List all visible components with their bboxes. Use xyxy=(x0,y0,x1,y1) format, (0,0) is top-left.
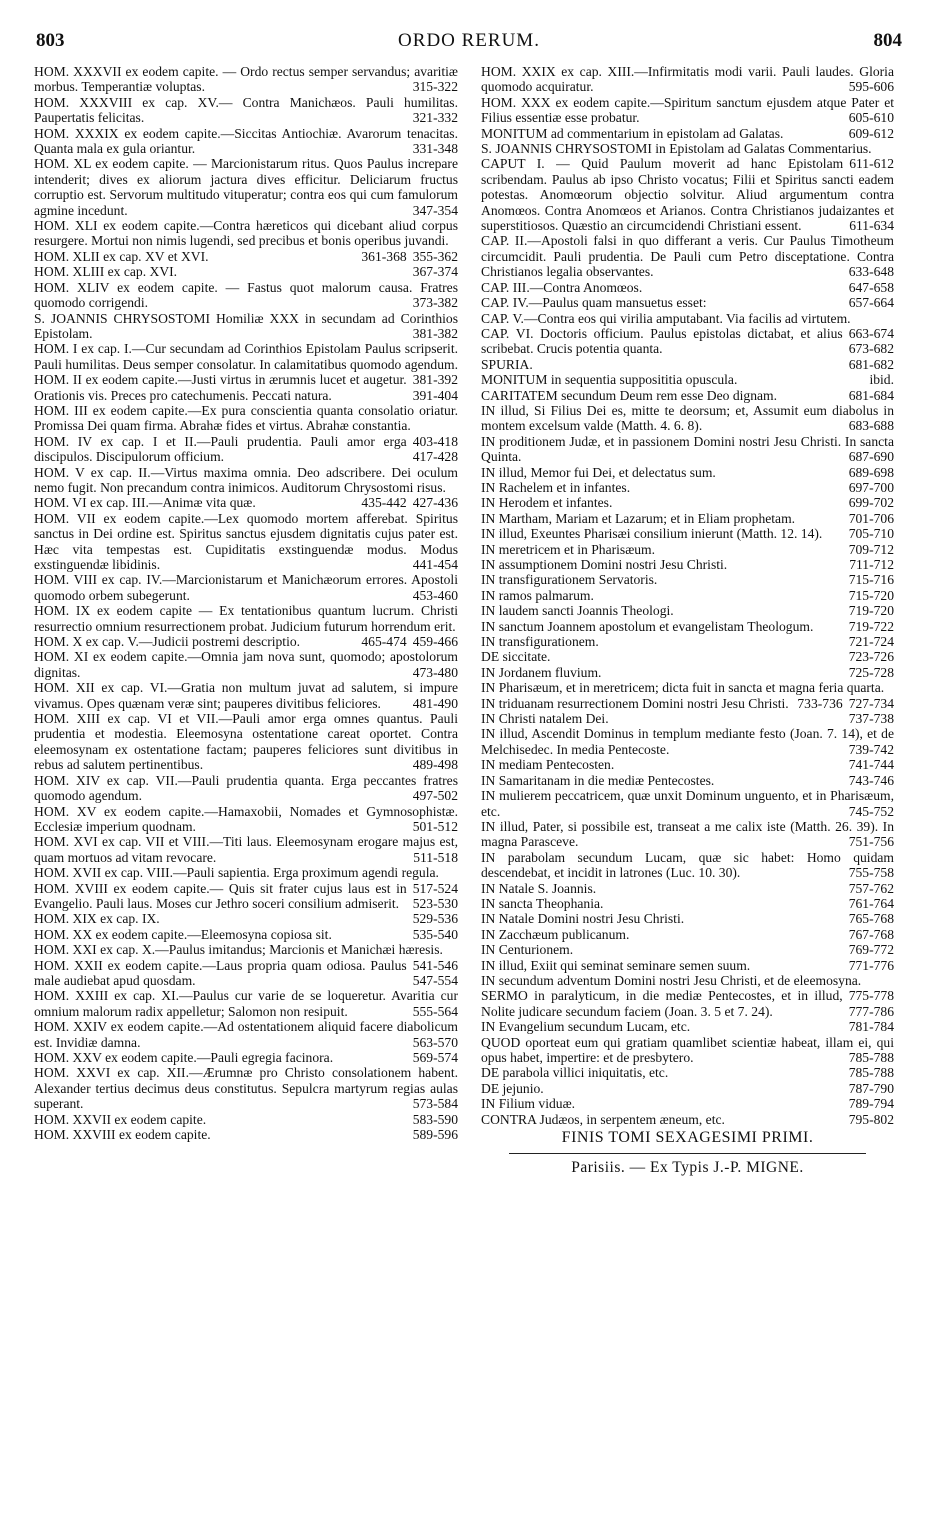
toc-entry-pages: ibid. xyxy=(869,372,894,388)
toc-entry xyxy=(481,156,894,233)
toc-entry-pages: 391-404 xyxy=(412,387,458,403)
toc-entry xyxy=(481,603,894,618)
toc-entry xyxy=(34,572,458,603)
toc-entry xyxy=(481,588,894,603)
toc-entry-pages: 681-684 xyxy=(848,387,894,403)
toc-entry-text: HOM. XV ex eodem capite.—Hamaxobii, Nomades et Gymnosophistæ. Ecclesiæ imperium quodnam. xyxy=(34,803,458,834)
toc-entry-text: S. JOANNIS CHRYSOSTOMI in Epistolam ad Galatas Commentarius. xyxy=(481,141,872,157)
toc-entry-text: HOM. XXIV ex eodem capite.—Ad ostentationem aliquid facere diabolicum est. Invidiæ damna. xyxy=(34,1019,458,1050)
toc-entry-text: HOM. XLII ex cap. XV et XVI. xyxy=(34,248,209,264)
toc-entry-pages: 481-490 xyxy=(412,695,458,711)
toc-entry-text: HOM. I ex cap. I.—Cur secundam ad Corinthios Epistolam Paulus scripserit. Pauli humilitas. Deus semper consolatur. In calamitatibus quomodo agendum. xyxy=(34,341,458,372)
toc-entry xyxy=(481,434,894,465)
toc-entry xyxy=(481,357,894,372)
toc-entry xyxy=(481,819,894,850)
toc-entry-pages: 465-474 xyxy=(361,634,407,650)
toc-entry-text: HOM. III ex eodem capite.—Ex pura conscientia quanta consolatio oriatur. Promissa Dei quam firma. Abrahæ fides et virtus. Abrahæ constantia. xyxy=(34,402,458,434)
toc-entry-text: HOM. XX ex eodem capite.—Eleemosyna copiosa sit. xyxy=(34,926,332,942)
toc-entry-text: S. JOANNIS CHRYSOSTOMI Homiliæ XXX in secundam ad Corinthios Epistolam. xyxy=(34,310,458,341)
toc-entry-pages: 777-786 xyxy=(848,1003,894,1019)
toc-entry-pages: 361-368 xyxy=(361,248,407,264)
toc-entry-pages: 757-762 xyxy=(848,880,894,896)
toc-entry xyxy=(481,988,894,1019)
toc-entry xyxy=(481,1081,894,1096)
toc-entry xyxy=(34,958,458,989)
toc-entry-text: IN Filium viduæ. xyxy=(481,1096,576,1112)
right-entries xyxy=(481,64,894,1127)
footer-rule xyxy=(509,1153,866,1154)
toc-entry-text: HOM. XXVI ex cap. XII.—Ærumnæ pro Christo consolationem habent. Alexander tertius decimus deus constitutus. Sepulcra martyrum regias aulas superant. xyxy=(34,1065,458,1112)
toc-entry xyxy=(34,495,458,510)
toc-entry xyxy=(481,1112,894,1127)
toc-entry-pages: 715-720 xyxy=(848,587,894,603)
toc-entry-text: IN mediam Pentecosten. xyxy=(481,757,615,773)
imprint-line: Parisiis. — Ex Typis J.-P. MIGNE. xyxy=(571,1159,804,1177)
toc-entry-text: IN illud, Pater, si possibile est, transeat a me calix iste (Matth. 26. 39). In magna Parasceve. xyxy=(481,818,894,850)
toc-entry-pages: 755-758 xyxy=(848,865,894,881)
toc-entry-pages: 647-658 xyxy=(848,279,894,295)
toc-entry xyxy=(34,649,458,680)
toc-entry-pages: 511-518 xyxy=(413,849,458,865)
toc-entry-pages: 775-778 xyxy=(848,988,894,1004)
toc-entry-text: IN Zacchæum publicanum. xyxy=(481,926,630,942)
toc-entry-pages: 373-382 xyxy=(412,295,458,311)
toc-entry-pages: 529-536 xyxy=(412,911,458,927)
toc-entry xyxy=(34,881,458,912)
toc-entry-text: IN Jordanem fluvium. xyxy=(481,664,602,680)
toc-entry-pages: 765-768 xyxy=(848,911,894,927)
toc-entry-text: HOM. XLIII ex cap. XVI. xyxy=(34,264,178,280)
toc-entry-pages: 589-596 xyxy=(412,1127,458,1143)
toc-entry-text: HOM. XXV ex eodem capite.—Pauli egregia facinora. xyxy=(34,1050,334,1065)
toc-entry-pages: 701-706 xyxy=(848,510,894,526)
toc-entry-text: IN proditionem Judæ, et in passionem Domini nostri Jesu Christi. In sancta Quinta. xyxy=(481,433,894,465)
toc-entry-text: IN sanctum Joannem apostolum et evangelistam Theologum. xyxy=(481,618,814,634)
toc-entry xyxy=(34,834,458,865)
toc-entry-pages: 683-688 xyxy=(848,418,894,434)
toc-entry-pages: 489-498 xyxy=(412,757,458,773)
toc-entry-pages: 611-612 xyxy=(849,156,894,172)
toc-entry-pages: 403-418 xyxy=(412,433,458,449)
toc-entry xyxy=(34,1050,458,1065)
toc-entry-text: HOM. XIII ex cap. VI et VII.—Pauli amor erga omnes quantus. Pauli prudentia et modestia. Eleemosyna ostentatione careat oportet. Contra eleemosynam ex ostentatione factam; pauperes feliciores sunt divitibus in rebus ad salutem pertinentibus. xyxy=(34,711,458,773)
toc-entry xyxy=(481,696,894,711)
toc-entry-text: IN meretricem et in Pharisæum. xyxy=(481,541,656,557)
toc-entry-text: IN laudem sancti Joannis Theologi. xyxy=(481,603,674,619)
toc-entry xyxy=(481,388,894,403)
toc-entry-text: HOM. X ex cap. V.—Judicii postremi descriptio. xyxy=(34,634,301,650)
toc-entry xyxy=(481,295,894,310)
toc-entry-text: IN mulierem peccatricem, quæ unxit Dominum unguento, et in Pharisæum, etc. xyxy=(481,788,894,819)
toc-entry-text: CAP. III.—Contra Anomœos. xyxy=(481,279,643,295)
toc-entry-text: IN illud, Si Filius Dei es, mitte te deorsum; et, Assumit eum diabolus in montem excelsum valde (Matth. 4. 6. 8). xyxy=(481,402,894,434)
toc-entry-pages: 663-674 xyxy=(848,325,894,341)
toc-entry xyxy=(481,95,894,126)
toc-entry xyxy=(481,757,894,772)
toc-entry-text: HOM. XI ex eodem capite.—Omnia jam nova sunt, quomodo; apostolorum dignitas. xyxy=(34,649,458,680)
toc-entry-text: IN illud, Memor fui Dei, et delectatus sum. xyxy=(481,464,716,480)
toc-entry-text: CONTRA Judæos, in serpentem æneum, etc. xyxy=(481,1111,725,1127)
toc-entry-pages: 523-530 xyxy=(412,895,458,911)
toc-entry-text: CAP. VI. Doctoris officium. Paulus epistolas dictabat, et alius scribebat. Crucis potentia quanta. xyxy=(481,325,843,357)
toc-entry-pages: 541-546 xyxy=(412,957,458,973)
toc-entry-pages: 781-784 xyxy=(848,1019,894,1035)
toc-entry-pages: 785-788 xyxy=(848,1050,894,1065)
toc-entry-pages: 381-382 xyxy=(412,325,458,341)
toc-entry-pages: 355-362 xyxy=(412,248,458,264)
toc-entry-text: HOM. XXII ex eodem capite.—Laus propria quam odiosa. Paulus male audiebat apud quosdam. xyxy=(34,957,407,988)
toc-entry xyxy=(481,526,894,541)
toc-entry-pages: 719-722 xyxy=(848,618,894,634)
toc-entry-text: IN transfigurationem Servatoris. xyxy=(481,572,658,588)
toc-entry xyxy=(481,634,894,649)
toc-entry-pages: 745-752 xyxy=(848,803,894,819)
toc-entry-text: QUOD oporteat eum qui gratiam quamlibet scientiæ habeat, illam ei, qui opus habet, impertire: et de presbytero. xyxy=(481,1034,894,1065)
toc-entry xyxy=(481,542,894,557)
toc-entry-pages: 657-664 xyxy=(848,295,894,311)
toc-entry-text: IN Pharisæum, et in meretricem; dicta fuit in sancta et magna feria quarta. xyxy=(481,680,885,696)
toc-entry xyxy=(481,495,894,510)
toc-entry-text: SPURIA. xyxy=(481,356,533,372)
toc-entry-pages: 473-480 xyxy=(412,664,458,680)
toc-entry-text: IN Samaritanam in die mediæ Pentecostes. xyxy=(481,772,715,788)
toc-entry-text: IN Martham, Mariam et Lazarum; et in Eliam prophetam. xyxy=(481,510,796,526)
toc-entry xyxy=(34,372,458,403)
toc-entry-pages: 605-610 xyxy=(848,110,894,126)
toc-entry-text: HOM. XXXVIII ex cap. XV.— Contra Manichæos. Pauli humilitas. Paupertatis felicitas. xyxy=(34,94,458,126)
toc-entry-text: MONITUM ad commentarium in epistolam ad Galatas. xyxy=(481,125,784,141)
toc-entry-text: HOM. XXVII ex eodem capite. xyxy=(34,1111,207,1127)
toc-entry xyxy=(481,572,894,587)
toc-entry-pages: 795-802 xyxy=(848,1111,894,1127)
toc-entry-text: IN sancta Theophania. xyxy=(481,895,604,911)
toc-entry-text: IN triduanam resurrectionem Domini nostri Jesu Christi. xyxy=(481,695,789,711)
toc-entry-text: IN Rachelem et in infantes. xyxy=(481,479,631,495)
toc-entry xyxy=(34,988,458,1019)
toc-entry-pages: 417-428 xyxy=(412,449,458,465)
toc-entry xyxy=(34,126,458,157)
toc-entry-pages: 435-442 xyxy=(361,495,407,511)
toc-entry-text: DE siccitate. xyxy=(481,649,551,665)
toc-entry-text: IN illud, Exeuntes Pharisæi consilium inierunt (Matth. 12. 14). xyxy=(481,526,823,542)
finis-line: FINIS TOMI SEXAGESIMI PRIMI. xyxy=(561,1129,814,1147)
toc-entry xyxy=(34,773,458,804)
toc-entry-text: HOM. XII ex cap. VI.—Gratia non multum juvat ad salutem, si impure vivamus. Opes quænam veræ sint; pauperes divitibus feliciores. xyxy=(34,680,458,711)
toc-entry-pages: 453-460 xyxy=(412,587,458,603)
toc-entry-pages: 705-710 xyxy=(848,526,894,542)
toc-entry-text: HOM. VII ex eodem capite.—Lex quomodo mortem afferebat. Spiritus sanctus in Dei ordine est. Spiritus sanctus ejusdem dignitatis cujus pater est. Hæc vita tempestas est. Cupiditatis exstinguendæ modus. Modus exstinguendæ libidinis. xyxy=(34,510,458,572)
toc-entry-pages: 611-634 xyxy=(849,218,894,234)
toc-entry-pages: 699-702 xyxy=(848,495,894,511)
toc-entry-pages: 751-756 xyxy=(848,834,894,850)
toc-entry-text: HOM. XIV ex cap. VII.—Pauli prudentia quanta. Erga peccantes fratres quomodo agendum. xyxy=(34,772,458,804)
toc-entry-text: HOM. II ex eodem capite.—Justi virtus in ærumnis lucet et augetur. Orationis vis. Preces pro catechumenis. Peccati natura. xyxy=(34,372,407,403)
toc-entry xyxy=(481,126,894,141)
toc-entry xyxy=(34,280,458,311)
toc-entry xyxy=(481,911,894,926)
toc-entry xyxy=(34,634,458,649)
toc-entry-text: HOM. XVIII ex eodem capite.— Quis sit frater cujus laus est in Evangelio. Pauli laus. Moses cur Jethro soceri consilium admiserit. xyxy=(34,880,407,911)
toc-entry-pages: 715-716 xyxy=(848,572,894,588)
toc-entry-pages: 381-392 xyxy=(412,372,458,388)
toc-entry-pages: 497-502 xyxy=(412,788,458,804)
toc-entry xyxy=(481,942,894,957)
left-column xyxy=(34,64,458,1142)
toc-entry xyxy=(481,372,894,387)
page-number-left: 803 xyxy=(36,30,65,51)
toc-entry xyxy=(34,680,458,711)
right-column xyxy=(481,64,894,1176)
toc-entry-pages: 535-540 xyxy=(412,926,458,942)
toc-entry xyxy=(481,326,894,357)
toc-entry xyxy=(34,1065,458,1111)
toc-entry xyxy=(34,249,458,264)
toc-entry-text: HOM. XXIX ex cap. XIII.—Infirmitatis modi varii. Pauli laudes. Gloria quomodo acquiratur. xyxy=(481,64,894,95)
toc-entry-text: SERMO in paralyticum, in die mediæ Pentecostes, et in illud, Nolite judicare secundum faciem (Joan. 3. 5 et 7. 24). xyxy=(481,988,843,1019)
running-header xyxy=(36,30,902,56)
toc-entry-text: IN transfigurationem. xyxy=(481,634,599,650)
toc-entry-pages: 573-584 xyxy=(412,1096,458,1112)
toc-entry-text: CAP. V.—Contra eos qui virilia amputabant. Via facilis ad virtutem. xyxy=(481,310,851,326)
toc-entry xyxy=(34,95,458,126)
toc-entry xyxy=(481,557,894,572)
toc-entry-pages: 739-742 xyxy=(848,741,894,757)
toc-entry-text: IN Herodem et infantes. xyxy=(481,495,613,511)
toc-entry xyxy=(481,1065,894,1080)
toc-entry-text: IN parabolam secundum Lucam, quæ sic habet: Homo quidam descendebat, et incidit in latrones (Luc. 10. 30). xyxy=(481,849,894,881)
toc-entry-pages: 583-590 xyxy=(412,1111,458,1127)
toc-entry xyxy=(34,711,458,773)
toc-entry-pages: 547-554 xyxy=(412,972,458,988)
toc-entry-pages: 737-738 xyxy=(848,711,894,727)
toc-entry xyxy=(481,64,894,95)
toc-entry xyxy=(481,1096,894,1111)
toc-entry-text: HOM. XVII ex cap. VIII.—Pauli sapientia. Erga proximum agendi regula. xyxy=(34,865,439,881)
toc-entry xyxy=(34,927,458,942)
toc-entry-pages: 743-746 xyxy=(848,772,894,788)
toc-entry-pages: 725-728 xyxy=(848,664,894,680)
toc-entry-text: HOM. VIII ex cap. IV.—Marcionistarum et Manichæorum errores. Apostoli quomodo orbem subegerunt. xyxy=(34,572,458,603)
toc-entry-text: DE parabola villici iniquitatis, etc. xyxy=(481,1065,669,1081)
toc-entry-pages: 609-612 xyxy=(848,125,894,141)
toc-entry-text: HOM. IX ex eodem capite — Ex tentationibus quantum lucrum. Christi resurrectio omnium resurrectionem probat. Judicium futurum horrendum erit. xyxy=(34,603,458,634)
toc-entry xyxy=(34,64,458,95)
toc-entry-text: IN ramos palmarum. xyxy=(481,587,594,603)
toc-entry xyxy=(481,511,894,526)
toc-entry-text: HOM. IV ex cap. I et II.—Pauli prudentia. Pauli amor erga discipulos. Discipulorum officium. xyxy=(34,433,407,465)
toc-entry-pages: 721-724 xyxy=(848,634,894,650)
toc-entry-text: HOM. XXX ex eodem capite.—Spiritum sanctum ejusdem atque Pater et Filius essentiæ esse probatur. xyxy=(481,94,894,126)
toc-entry-pages: 709-712 xyxy=(848,541,894,557)
toc-entry-pages: 787-790 xyxy=(848,1080,894,1096)
toc-entry-text: HOM. VI ex cap. III.—Animæ vita quæ. xyxy=(34,495,256,511)
toc-entry xyxy=(481,280,894,295)
toc-entry xyxy=(34,1127,458,1142)
toc-entry-pages: 441-454 xyxy=(412,557,458,572)
toc-entry xyxy=(481,711,894,726)
toc-entry-pages: 569-574 xyxy=(412,1050,458,1065)
toc-entry-pages: 771-776 xyxy=(848,957,894,973)
toc-entry-text: IN secundum adventum Domini nostri Jesu Christi, et de eleemosyna. xyxy=(481,972,862,988)
toc-entry xyxy=(34,911,458,926)
toc-entry-text: HOM. XL ex eodem capite. — Marcionistarum ritus. Quos Paulus increpare intenderit; dives ex aliorum jactura dives efficitur. Deliciarum fructus corruptio est. Servorum multitudo vituperatur; contra eos qui cum famulorum agmine incedunt. xyxy=(34,156,458,218)
toc-entry-text: IN assumptionem Domini nostri Jesu Christi. xyxy=(481,557,728,572)
toc-entry-pages: 563-570 xyxy=(412,1034,458,1050)
toc-entry-pages: 555-564 xyxy=(412,1003,458,1019)
toc-entry-pages: 673-682 xyxy=(848,341,894,357)
toc-entry-pages: 697-700 xyxy=(848,479,894,495)
toc-entry-text: CAPUT I. — Quid Paulum moverit ad hanc Epistolam scribendam. Paulus ab ipso Christo vocatus; Filii et Spiritus sancti eadem potestas. Anomœorum objectio solvitur. Aliud argumentum contra Anomœos. Contra Anomœos et Arianos. Contra Christianos judaizantes et superstitiosos. Quæstio an circumcidendi Christiani essent. xyxy=(481,156,894,234)
toc-entry-text: HOM. XXI ex cap. X.—Paulus imitandus; Marcionis et Manichæi hæresis. xyxy=(34,942,443,958)
toc-entry-text: IN Centurionem. xyxy=(481,942,574,958)
toc-entry xyxy=(481,958,894,973)
toc-entry xyxy=(481,480,894,495)
toc-entry-text: CAP. II.—Apostoli falsi in quo differant a veris. Cur Paulus Timotheum circumcidit. Pauli prudentia. De Pauli cum Petro disceptatione. Contra Christianos legalia observantes. xyxy=(481,233,894,280)
toc-entry xyxy=(34,1019,458,1050)
toc-entry-pages: 723-726 xyxy=(848,649,894,665)
toc-entry-text: HOM. XXXIX ex eodem capite.—Siccitas Antiochiæ. Avarorum tenacitas. Quanta mala ex gula oriantur. xyxy=(34,125,458,157)
toc-entry-pages: 761-764 xyxy=(848,895,894,911)
toc-entry-pages: 689-698 xyxy=(848,464,894,480)
toc-entry xyxy=(481,773,894,788)
toc-entry xyxy=(34,1112,458,1127)
toc-entry-pages: 767-768 xyxy=(848,926,894,942)
page-number-right: 804 xyxy=(873,30,902,51)
toc-entry xyxy=(481,1019,894,1034)
toc-entry-text: HOM. XXXVII ex eodem capite. — Ordo rectus semper servandus; avaritiæ morbus. Temperantiæ voluptas. xyxy=(34,64,458,95)
page-title: ORDO RERUM. xyxy=(398,30,540,51)
toc-entry-text: CAP. IV.—Paulus quam mansuetus esset: xyxy=(481,295,707,311)
toc-entry-pages: 459-466 xyxy=(412,634,458,650)
toc-entry-text: HOM. XXVIII ex eodem capite. xyxy=(34,1127,211,1143)
toc-entry-pages: 785-788 xyxy=(848,1065,894,1081)
toc-entry-pages: 769-772 xyxy=(848,942,894,958)
toc-entry xyxy=(34,311,458,342)
toc-entry-text: IN Christi natalem Dei. xyxy=(481,711,609,727)
toc-entry-pages: 711-712 xyxy=(849,557,894,572)
toc-entry-pages: 733-736 xyxy=(797,695,843,711)
toc-entry-pages: 367-374 xyxy=(412,264,458,280)
toc-entry-pages: 727-734 xyxy=(848,695,894,711)
toc-entry xyxy=(481,233,894,279)
toc-entry-pages: 789-794 xyxy=(848,1096,894,1112)
toc-entry xyxy=(481,896,894,911)
toc-entry-pages: 719-720 xyxy=(848,603,894,619)
toc-entry xyxy=(34,511,458,573)
toc-entry xyxy=(481,850,894,881)
toc-entry-text: DE jejunio. xyxy=(481,1080,544,1096)
toc-entry xyxy=(481,665,894,680)
toc-entry-text: HOM. XVI ex cap. VII et VIII.—Titi laus. Eleemosynam erogare majus est, quam mortuos ad vitam revocare. xyxy=(34,834,458,865)
toc-entry xyxy=(481,403,894,434)
toc-entry-text: IN illud, Ascendit Dominus in templum mediante festo (Joan. 7. 14), et de Melchisedec. In media Pentecoste. xyxy=(481,726,894,757)
toc-entry xyxy=(481,141,894,172)
toc-entry xyxy=(34,434,458,465)
toc-entry xyxy=(481,619,894,634)
toc-entry-pages: 681-682 xyxy=(848,356,894,372)
toc-entry-text: HOM. XXIII ex cap. XI.—Paulus cur varie de se loqueretur. Avaritia cur omnium malorum radix appelletur; Salomon non resipuit. xyxy=(34,988,458,1019)
toc-entry xyxy=(481,927,894,942)
toc-entry-text: HOM. V ex cap. II.—Virtus maxima omnia. Deo adscribere. Dei oculum nemo fugit. Non precandum contra inimicos. Auditorum Chrysostomi risus. xyxy=(34,464,458,495)
toc-entry-pages: 633-648 xyxy=(848,264,894,280)
toc-entry-text: IN Natale Domini nostri Jesu Christi. xyxy=(481,911,685,927)
toc-entry xyxy=(481,649,894,664)
toc-entry-pages: 687-690 xyxy=(848,449,894,465)
toc-entry-text: IN illud, Exiit qui seminat seminare semen suum. xyxy=(481,957,751,973)
toc-entry xyxy=(481,726,894,757)
toc-entry-text: IN Natale S. Joannis. xyxy=(481,880,597,896)
toc-entry-pages: 595-606 xyxy=(848,79,894,95)
toc-entry-pages: 347-354 xyxy=(412,202,458,218)
toc-entry-pages: 741-744 xyxy=(848,757,894,773)
toc-entry xyxy=(481,881,894,896)
toc-entry xyxy=(481,465,894,480)
toc-entry-text: HOM. XLIV ex eodem capite. — Fastus quot malorum causa. Fratres quomodo corrigendi. xyxy=(34,279,458,311)
toc-entry-pages: 315-322 xyxy=(412,79,458,95)
toc-entry xyxy=(34,156,458,218)
toc-entry-text: CARITATEM secundum Deum rem esse Deo dignam. xyxy=(481,387,778,403)
toc-entry xyxy=(34,264,458,279)
toc-entry-pages: 321-332 xyxy=(412,110,458,126)
toc-entry-text: HOM. XLI ex eodem capite.—Contra hæreticos qui dicebant aliud corpus resurgere. Mortui non nimis lugendi, sed precibus et bonis operibus juvandi. xyxy=(34,218,458,249)
toc-entry xyxy=(34,804,458,835)
toc-entry-pages: 517-524 xyxy=(412,880,458,896)
toc-entry xyxy=(481,788,894,819)
toc-entry-pages: 501-512 xyxy=(412,818,458,834)
toc-entry-text: HOM. XIX ex cap. IX. xyxy=(34,911,160,927)
toc-entry-text: MONITUM in sequentia supposititia opuscula. xyxy=(481,372,738,388)
toc-entry-pages: 427-436 xyxy=(412,495,458,511)
toc-entry-pages: 331-348 xyxy=(412,141,458,157)
toc-entry xyxy=(481,1035,894,1066)
toc-entry-text: IN Evangelium secundum Lucam, etc. xyxy=(481,1019,691,1035)
